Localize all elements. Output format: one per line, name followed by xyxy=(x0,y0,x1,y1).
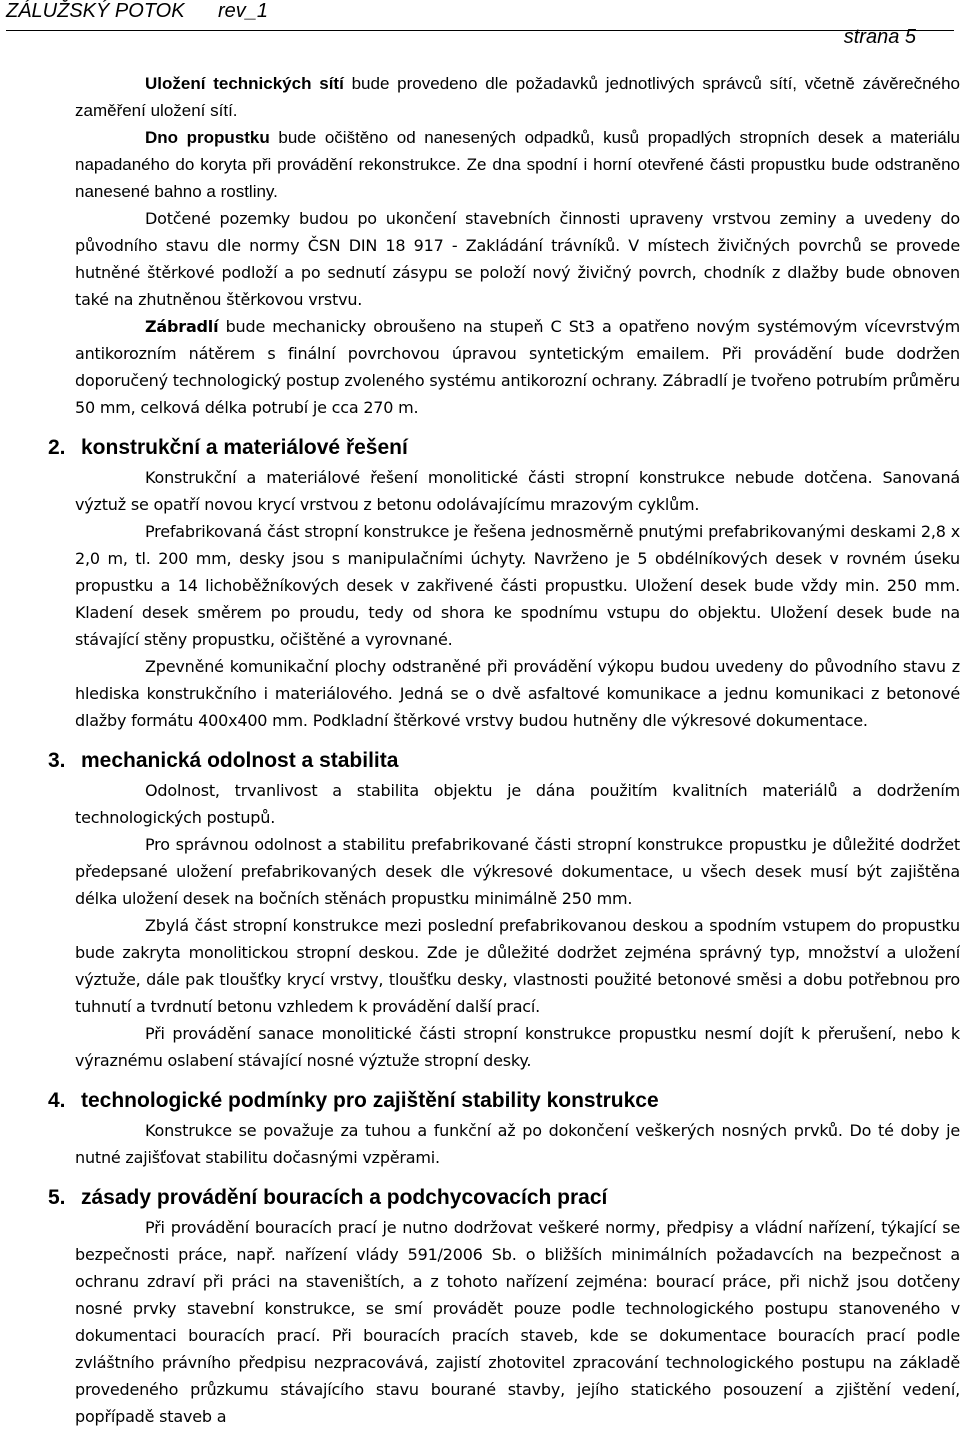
document-body xyxy=(48,70,960,1430)
paragraph-culvert-bottom: Dno propustku bude očištěno od nanesených odpadků, kusů propadlých stropních desek a materiálu napadaného do koryta při provádění rekonstrukce. Ze dna spodní i horní otevřené části propustku bude odstraněno nanesené bahno a rostliny. xyxy=(75,128,960,201)
section-4 xyxy=(48,1087,960,1171)
section-paragraph: Zbylá část stropní konstrukce mezi poslední prefabrikovanou deskou a spodním vstupem do propustku bude zakryta monolitickou stropní deskou. Zde je důležité dodržet zejména správný typ, množství a uložení výztuže, dále pak tloušťky krycí vrstvy, tloušťku desky, vlastnosti použité betonové směsi a dobu potřebnou pro tuhnutí a tvrdnutí betonu vzhledem k provádění další prací. xyxy=(75,916,960,1016)
header-rule xyxy=(6,30,954,31)
page-number: strana 5 xyxy=(843,26,916,48)
section-paragraph: Při provádění bouracích prací je nutno dodržovat veškeré normy, předpisy a vládní nařízení, týkající se bezpečnosti práce, např. nařízení vlády 591/2006 Sb. o bližších minimálních požadavcích na bezpečnost a ochranu zdraví při práci na staveništích, a z tohoto nařízení zejména: bourací práce, při nichž jsou dotčeny nosné prvky stavební konstrukce, se smí provádět pouze podle technologického postupu stanoveného v dokumentaci bouracích prací. Při bouracích pracích staveb, kde se dokumentace bouracích prací podle zvláštního právního předpisu nezpracovává, zajistí zhotovitel zpracování technologického postupu na základě provedeného průzkumu stávajícího stavu bourané stavby, jejího statického posouzení a zjištění vedení, popřípadě staveb a xyxy=(75,1218,960,1426)
page-header xyxy=(6,0,954,30)
bold-term: Dno propustku xyxy=(145,128,270,147)
section-paragraph: Při provádění sanace monolitické části stropní konstrukce propustku nesmí dojít k přerušení, nebo k výraznému oslabení stávající nosné výztuže stropní desky. xyxy=(75,1024,960,1070)
section-5 xyxy=(48,1184,960,1430)
section-3 xyxy=(48,747,960,1074)
section-heading: 4. technologické podmínky pro zajištění stability konstrukce xyxy=(48,1089,659,1112)
section-heading: 3. mechanická odolnost a stabilita xyxy=(48,749,399,772)
section-paragraph: Pro správnou odolnost a stabilitu prefabrikované části stropní konstrukce propustku je důležité dodržet předepsané uložení prefabrikovaných desek dle výkresové dokumentace, u všech desek musí být zajištěna délka uložení desek na bočních stěnách propustku minimálně 250 mm. xyxy=(75,835,960,908)
section-paragraph: Konstrukce se považuje za tuhou a funkční až po dokončení veškerých nosných prvků. Do té doby je nutné zajišťovat stabilitu dočasnými vzpěrami. xyxy=(75,1121,960,1167)
paragraph-utility-networks: Uložení technických sítí bude provedeno dle požadavků jednotlivých správců sítí, včetně závěrečného zaměření uložení sítí. xyxy=(75,74,960,120)
paragraph-affected-land: Dotčené pozemky budou po ukončení stavebních činnosti upraveny vrstvou zeminy a uvedeny do původního stavu dle normy ČSN DIN 18 917 - Zakládání trávníků. V místech živičných povrchů se provede hutněné štěrkové podloží a po sednutí zásypu se položí nový živičný povrch, chodník z dlažby bude obnoven také na zhutněnou štěrkovou vrstvu. xyxy=(75,209,960,309)
section-heading: 5. zásady provádění bouracích a podchycovacích prací xyxy=(48,1186,608,1209)
section-paragraph: Prefabrikovaná část stropní konstrukce je řešena jednosměrně pnutými prefabrikovanými deskami 2,8 x 2,0 m, tl. 200 mm, desky jsou s manipulačními úchyty. Navrženo je 5 obdélníkových desek v rovném úseku propustku a 14 lichoběžníkových desek v zakřivené části propustku. Uložení desek bude vždy min. 250 mm. Kladení desek směrem po proudu, tedy od shora ke spodnímu vstupu do objektu. Uložení desek bude na stávající stěny propustku, očištěné a vyrovnané. xyxy=(75,522,960,649)
bold-term: Uložení technických sítí xyxy=(145,74,344,93)
section-heading: 2. konstrukční a materiálové řešení xyxy=(48,436,408,459)
paragraph-railing: Zábradlí bude mechanicky obroušeno na stupeň C St3 a opatřeno novým systémovým vícevrstvým antikorozním nátěrem s finální povrchovou úpravou syntetickým emailem. Při provádění bude dodržen doporučený technologický postup zvoleného systému antikorozní ochrany. Zábradlí je tvořeno potrubím průměru 50 mm, celková délka potrubí je cca 270 m. xyxy=(75,317,960,417)
document-title: ZÁLUŽSKÝ POTOK xyxy=(6,0,185,22)
section-paragraph: Konstrukční a materiálové řešení monolitické části stropní konstrukce nebude dotčena. Sanovaná výztuž se opatří novou krycí vrstvou z betonu odolávajícímu mrazovým cyklům. xyxy=(75,468,960,514)
section-paragraph: Zpevněné komunikační plochy odstraněné při provádění výkopu budou uvedeny do původního stavu z hlediska konstrukčního i materiálového. Jedná se o dvě asfaltové komunikace a jednu komunikaci z betonové dlažby formátu 400x400 mm. Podkladní štěrkové vrstvy budou hutněny dle výkresové dokumentace. xyxy=(75,657,960,730)
section-paragraph: Odolnost, trvanlivost a stabilita objektu je dána použitím kvalitních materiálů a dodržením technologických postupů. xyxy=(75,781,960,827)
bold-term: Zábradlí xyxy=(145,317,219,336)
revision-label: rev_1 xyxy=(218,0,269,22)
section-2 xyxy=(48,434,960,734)
